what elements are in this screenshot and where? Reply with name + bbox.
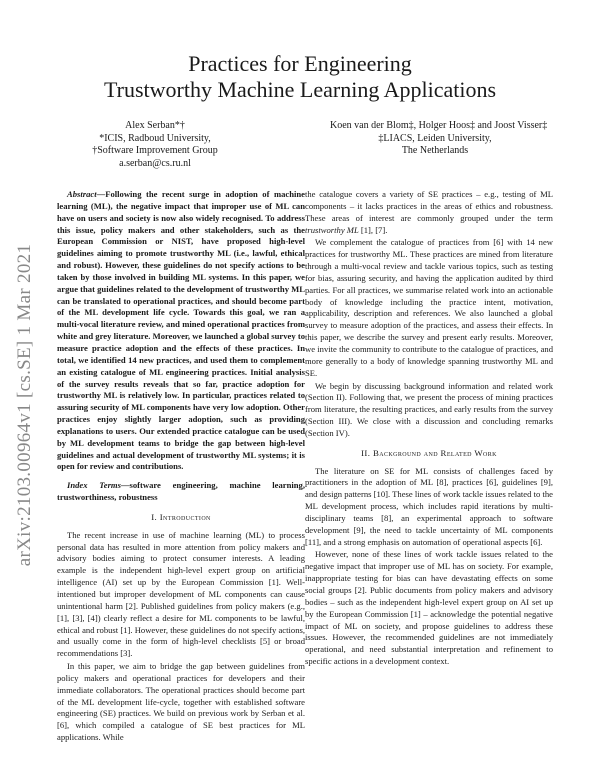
intro-paragraph-1: The recent increase in use of machine learning (ML) to process personal data has resulted in more attention from policy makers and advisory bodies aiming to protect consumer interests. A leading example is the independent high-level expert group on artificial intelligence (AI) set up by the European Commission [1]. Well-intentioned but improper development of ML components can cause unintentional harm [2]. Published guidelines from policy makers (e.g., [1], [3], [4]) clearly reflect a desire for ML components to be lawful, ethical and robust [1]. However, these guidelines do not specify actions, and usually come in the form of high-level checklists [5] or broad recommendations [3]. — [57, 529, 305, 659]
author-names: Koen van der Blom‡, Holger Hoos‡ and Joost Visser‡ — [330, 120, 548, 131]
arxiv-id-text: arXiv:2103.00964v1 [cs.SE] 1 Mar 2021 — [14, 243, 35, 567]
abstract-label: Abstract— — [67, 189, 106, 199]
author-block-left — [60, 120, 250, 170]
index-terms — [57, 480, 305, 504]
intro-paragraph-5: We begin by discussing background information and related work (Section II). Following that, we present the process of mining practices from literature, the resulting practices, and early results from the survey (Section III). We close with a discussion and concluding remarks (Section IV). — [305, 380, 553, 438]
abstract-text: Following the recent surge in adoption of machine learning (ML), the negative impact that improper use of ML can have on users and society is now also widely recognised. To address this issue, policy makers and other stakeholders, such as the European Commission or NIST, have proposed high-level guidelines aiming to promote trustworthy ML (i.e., lawful, ethical and robust). However, these guidelines do not specify actions to be taken by those involved in building ML systems. In this paper, we argue that guidelines related to the development of trustworthy ML can be translated to operational practices, and should become part of the ML development life cycle. Towards this goal, we ran a multi-vocal literature review, and mined operational practices from white and grey literature. Moreover, we launched a global survey to measure practice adoption and the effects of these practices. In total, we identified 14 new practices, and used them to complement an existing catalogue of ML engineering practices. Initial analysis of the survey results reveals that so far, practice adoption for trustworthy ML is relatively low. In particular, practices related to assuring security of ML components have very low adoption. Other practices enjoy slightly larger adoption, such as providing explanations to users. Our extended practice catalogue can be used by ML development teams to bridge the gap between high-level guidelines and actual development of trustworthy ML systems; it is open for review and contributions. — [57, 189, 305, 472]
author-affiliation: †Software Improvement Group — [92, 145, 218, 156]
intro-paragraph-2: In this paper, we aim to bridge the gap between guidelines from policy makers and operational practices for developers and their immediate collaborators. The operational practices should become part of the ML development life-cycle, together with established software engineering (SE) practices. We build on previous work by Serban et al. [6], which compiled a catalogue of SE best practices for ML applications. While — [57, 661, 305, 743]
abstract — [57, 189, 305, 473]
emphasis-term: trustworthy ML — [305, 224, 359, 235]
paper-title-line-1: Practices for Engineering — [188, 51, 412, 76]
intro-paragraph-3 — [305, 189, 553, 236]
background-paragraph-2: However, none of these lines of work tackle issues related to the negative impact that improper use of ML has on society. For example, inappropriate testing for bias can have devastating effects on some social groups [2]. Public documents from policy makers and advisory bodies – such as the independent high-level expert group on AI set up by the European Commission [1] – acknowledge the potential negative impact of ML on society, and propose guidelines to address these issues. However, the recommended guidelines are not immediately operational, and need substantial interpretation and refinement to specific actions in a development context. — [305, 549, 553, 667]
paragraph-text: the catalogue covers a variety of SE practices – e.g., testing of ML components – it lacks practices in the areas of ethics and robustness. These areas of interest are commonly grouped under the term — [305, 189, 553, 223]
index-terms-text: —software engineering, machine learning, trustworthiness, robustness — [57, 480, 305, 503]
author-affiliation: *ICIS, Radboud University, — [99, 132, 211, 144]
right-column — [305, 189, 553, 668]
paper-title-line-2: Trustworthy Machine Learning Applications — [103, 77, 497, 102]
left-column — [57, 189, 305, 744]
index-terms-label: Index Terms — [67, 480, 121, 491]
author-block-right — [330, 120, 548, 158]
paragraph-text: [1], [7]. — [358, 224, 388, 235]
section-heading-background: II. Background and Related Work — [361, 447, 497, 458]
author-affiliation: The Netherlands — [401, 145, 469, 156]
author-names: Alex Serban*† — [125, 120, 185, 131]
arxiv-identifier — [8, 240, 42, 570]
intro-paragraph-4: We complement the catalogue of practices from [6] with 14 new practices for trustworthy ML. These practices are mined from literature through a multi-vocal review and tackle various topics, such as testing for bias, assuring security, and having the application audited by third parties. For all practices, we summarise related work into an actionable body of knowledge including the practice intent, motivation, applicability, description and references. We also launched a global survey to measure adoption of the practices, and assess their effects. In this paper, we describe the survey and present early results. Moreover, we invite the community to contribute to the catalogue of practices, and more generally to a body of knowledge spanning trustworthy ML and SE. — [305, 237, 553, 378]
section-heading-introduction: I. Introduction — [151, 511, 211, 522]
author-affiliation: ‡LIACS, Leiden University, — [378, 132, 492, 144]
background-paragraph-1: The literature on SE for ML consists of challenges faced by practitioners in the adoption of ML [8], practices [6], guidelines [9], and design patterns [10]. These lines of work tackle issues related to the ML development process, which includes rapid iterations by multi-disciplinary teams [8], an experimental approach to software development [9], the need to tackle uncertainty of ML components [11], and a strong emphasis on automation of operational aspects [6]. — [305, 465, 553, 547]
author-email: a.serban@cs.ru.nl — [119, 157, 191, 169]
